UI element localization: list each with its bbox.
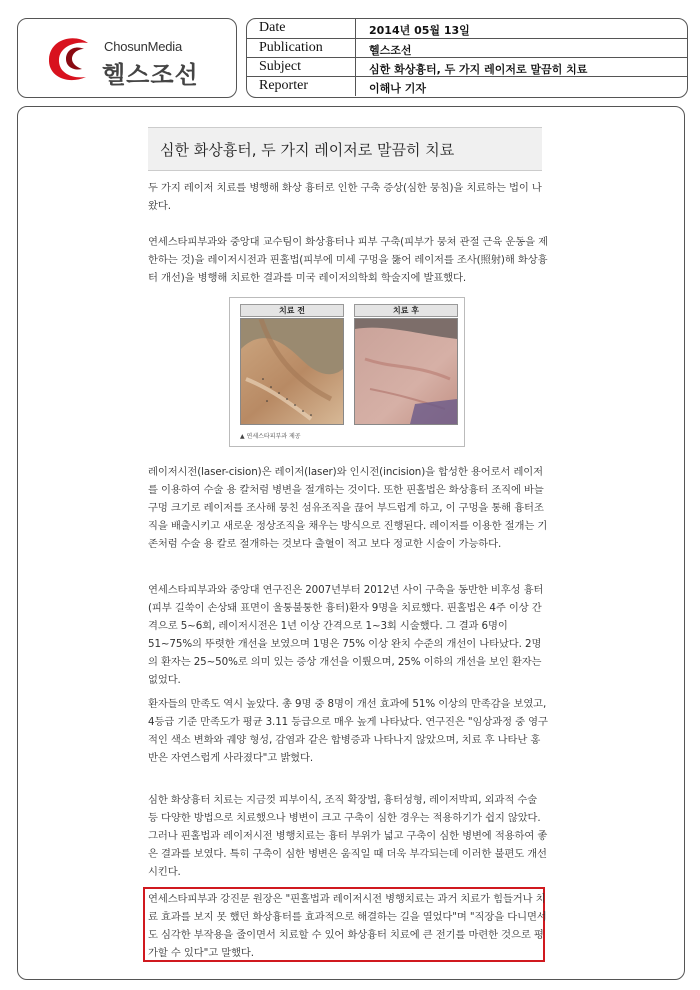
paragraph-6: 심한 화상흉터 치료는 지금껏 피부이식, 조직 확장법, 흉터성형, 레이저박피, 외과적 수술 등 다양한 방법으로 치료했으나 병변이 크고 구축이 심한 경우는 적용하기가 쉽지 않았다. 그러나 핀홀법과 레이저시전 병행치료는 흉터 부위가 넓고 구축이 심한 병변에 적용하여 좋은 결과를 보였다. 특히 구축이 심한 병변은 움직일 때 더욱 부각되는데 이러한 불편도 개선시킨다. bbox=[148, 794, 548, 878]
paragraph-1: 두 가지 레이저 치료를 병행해 화상 흉터로 인한 구축 증상(심한 뭉침)을 치료하는 법이 나왔다. bbox=[148, 182, 542, 212]
meta-value: 2014년 05월 13일 bbox=[369, 24, 470, 37]
logo-english-text: ChosunMedia bbox=[104, 39, 183, 54]
figure-caption: ▲ 연세스타피부과 제공 bbox=[240, 433, 301, 440]
after-label: 치료 후 bbox=[354, 304, 458, 317]
before-after-figure bbox=[229, 297, 465, 447]
paragraph-7-quote: 연세스타피부과 강진문 원장은 "핀홀법과 레이저시전 병행치료는 과거 치료가 힘들거나 치료 효과를 보지 못 했던 화상흉터를 효과적으로 해결하는 길을 열었다"며 "직장을 다니면서도 심각한 부작용을 줄이면서 치료할 수 있어 화상흉터 치료에 큰 전기를 마련한 것으로 평가할 수 있다"고 말했다. bbox=[148, 893, 547, 959]
paragraph-4: 연세스타피부과와 중앙대 연구진은 2007년부터 2012년 사이 구축을 동반한 비후성 흉터(피부 길쑥이 손상돼 표면이 울퉁불퉁한 흉터)환자 9명을 치료했다. 핀홀법은 4주 이상 간격으로 5~6회, 레이저시전은 1년 이상 간격으로 1~3회 시술했다. 그 결과 6명이 51~75%의 뚜렷한 개선을 보였으며 1명은 75% 이상 완치 수준의 개선이 나타났다. 2명의 환자는 25~50%로 의미 있는 증상 개선을 이뤘으며, 25% 이하의 개선을 보인 환자는 없었다. bbox=[148, 584, 544, 686]
article-title-bar bbox=[148, 127, 542, 171]
article-title: 심한 화상흉터, 두 가지 레이저로 말끔히 치료 bbox=[160, 141, 455, 159]
paragraph-5: 환자들의 만족도 역시 높았다. 총 9명 중 8명이 개선 효과에 51% 이상의 만족감을 보였고, 4등급 기준 만족도가 평균 3.11 등급으로 매우 높게 나타났다. 연구진은 "임상과정 중 영구적인 색소 변화와 궤양 형성, 감염과 같은 합병증과 나타나지 않았으며, 치료 후 나타난 홍반은 자연스럽게 사라졌다"고 밝혔다. bbox=[148, 698, 548, 764]
chosun-swoosh-icon bbox=[44, 33, 96, 85]
meta-row-reporter bbox=[247, 76, 687, 96]
meta-label: Subject bbox=[259, 59, 301, 74]
paragraph-2: 연세스타피부과와 중앙대 교수팀이 화상흉터나 피부 구축(피부가 뭉쳐 관절 근육 운동을 제한하는 것)을 레이저시전과 핀홀법(피부에 미세 구멍을 뚫어 레이저를 조사(照射)해 화상흉터 개선)을 병행해 치료한 결과를 미국 레이저의학회 학술지에 발표했다. bbox=[148, 236, 548, 284]
meta-label: Date bbox=[259, 20, 286, 35]
meta-label: Publication bbox=[259, 40, 323, 55]
meta-value: 헬스조선 bbox=[369, 44, 412, 57]
meta-row-publication bbox=[247, 38, 687, 58]
logo-korean-text: 헬스조선 bbox=[102, 61, 199, 89]
article-meta-table bbox=[246, 18, 688, 98]
meta-row-subject bbox=[247, 57, 687, 77]
meta-value: 심한 화상흉터, 두 가지 레이저로 말끔히 치료 bbox=[369, 63, 588, 76]
meta-label: Reporter bbox=[259, 78, 308, 93]
before-treatment-photo bbox=[240, 318, 344, 425]
meta-value: 이해나 기자 bbox=[369, 82, 426, 95]
publisher-logo bbox=[17, 18, 237, 98]
meta-row-date bbox=[247, 19, 687, 38]
paragraph-3: 레이저시전(laser-cision)은 레이저(laser)와 인시전(incision)을 합성한 용어로서 레이저를 이용하여 수술 용 칼처럼 병변을 절개하는 것이다. 또한 핀홀법은 화상흉터 조직에 바늘구멍 크기로 레이저를 조사해 뭉친 섬유조직을 끊어 부드럽게 하고, 이 구멍을 통해 흉터조직을 배출시키고 새로운 정상조직을 채우는 방식으로 진행된다. 레이저를 이용한 절개는 기존처럼 수술 용 칼로 절개하는 것보다 출혈이 적고 보다 정교한 시술이 가능하다. bbox=[148, 466, 548, 550]
after-treatment-photo bbox=[354, 318, 458, 425]
before-label: 치료 전 bbox=[240, 304, 344, 317]
